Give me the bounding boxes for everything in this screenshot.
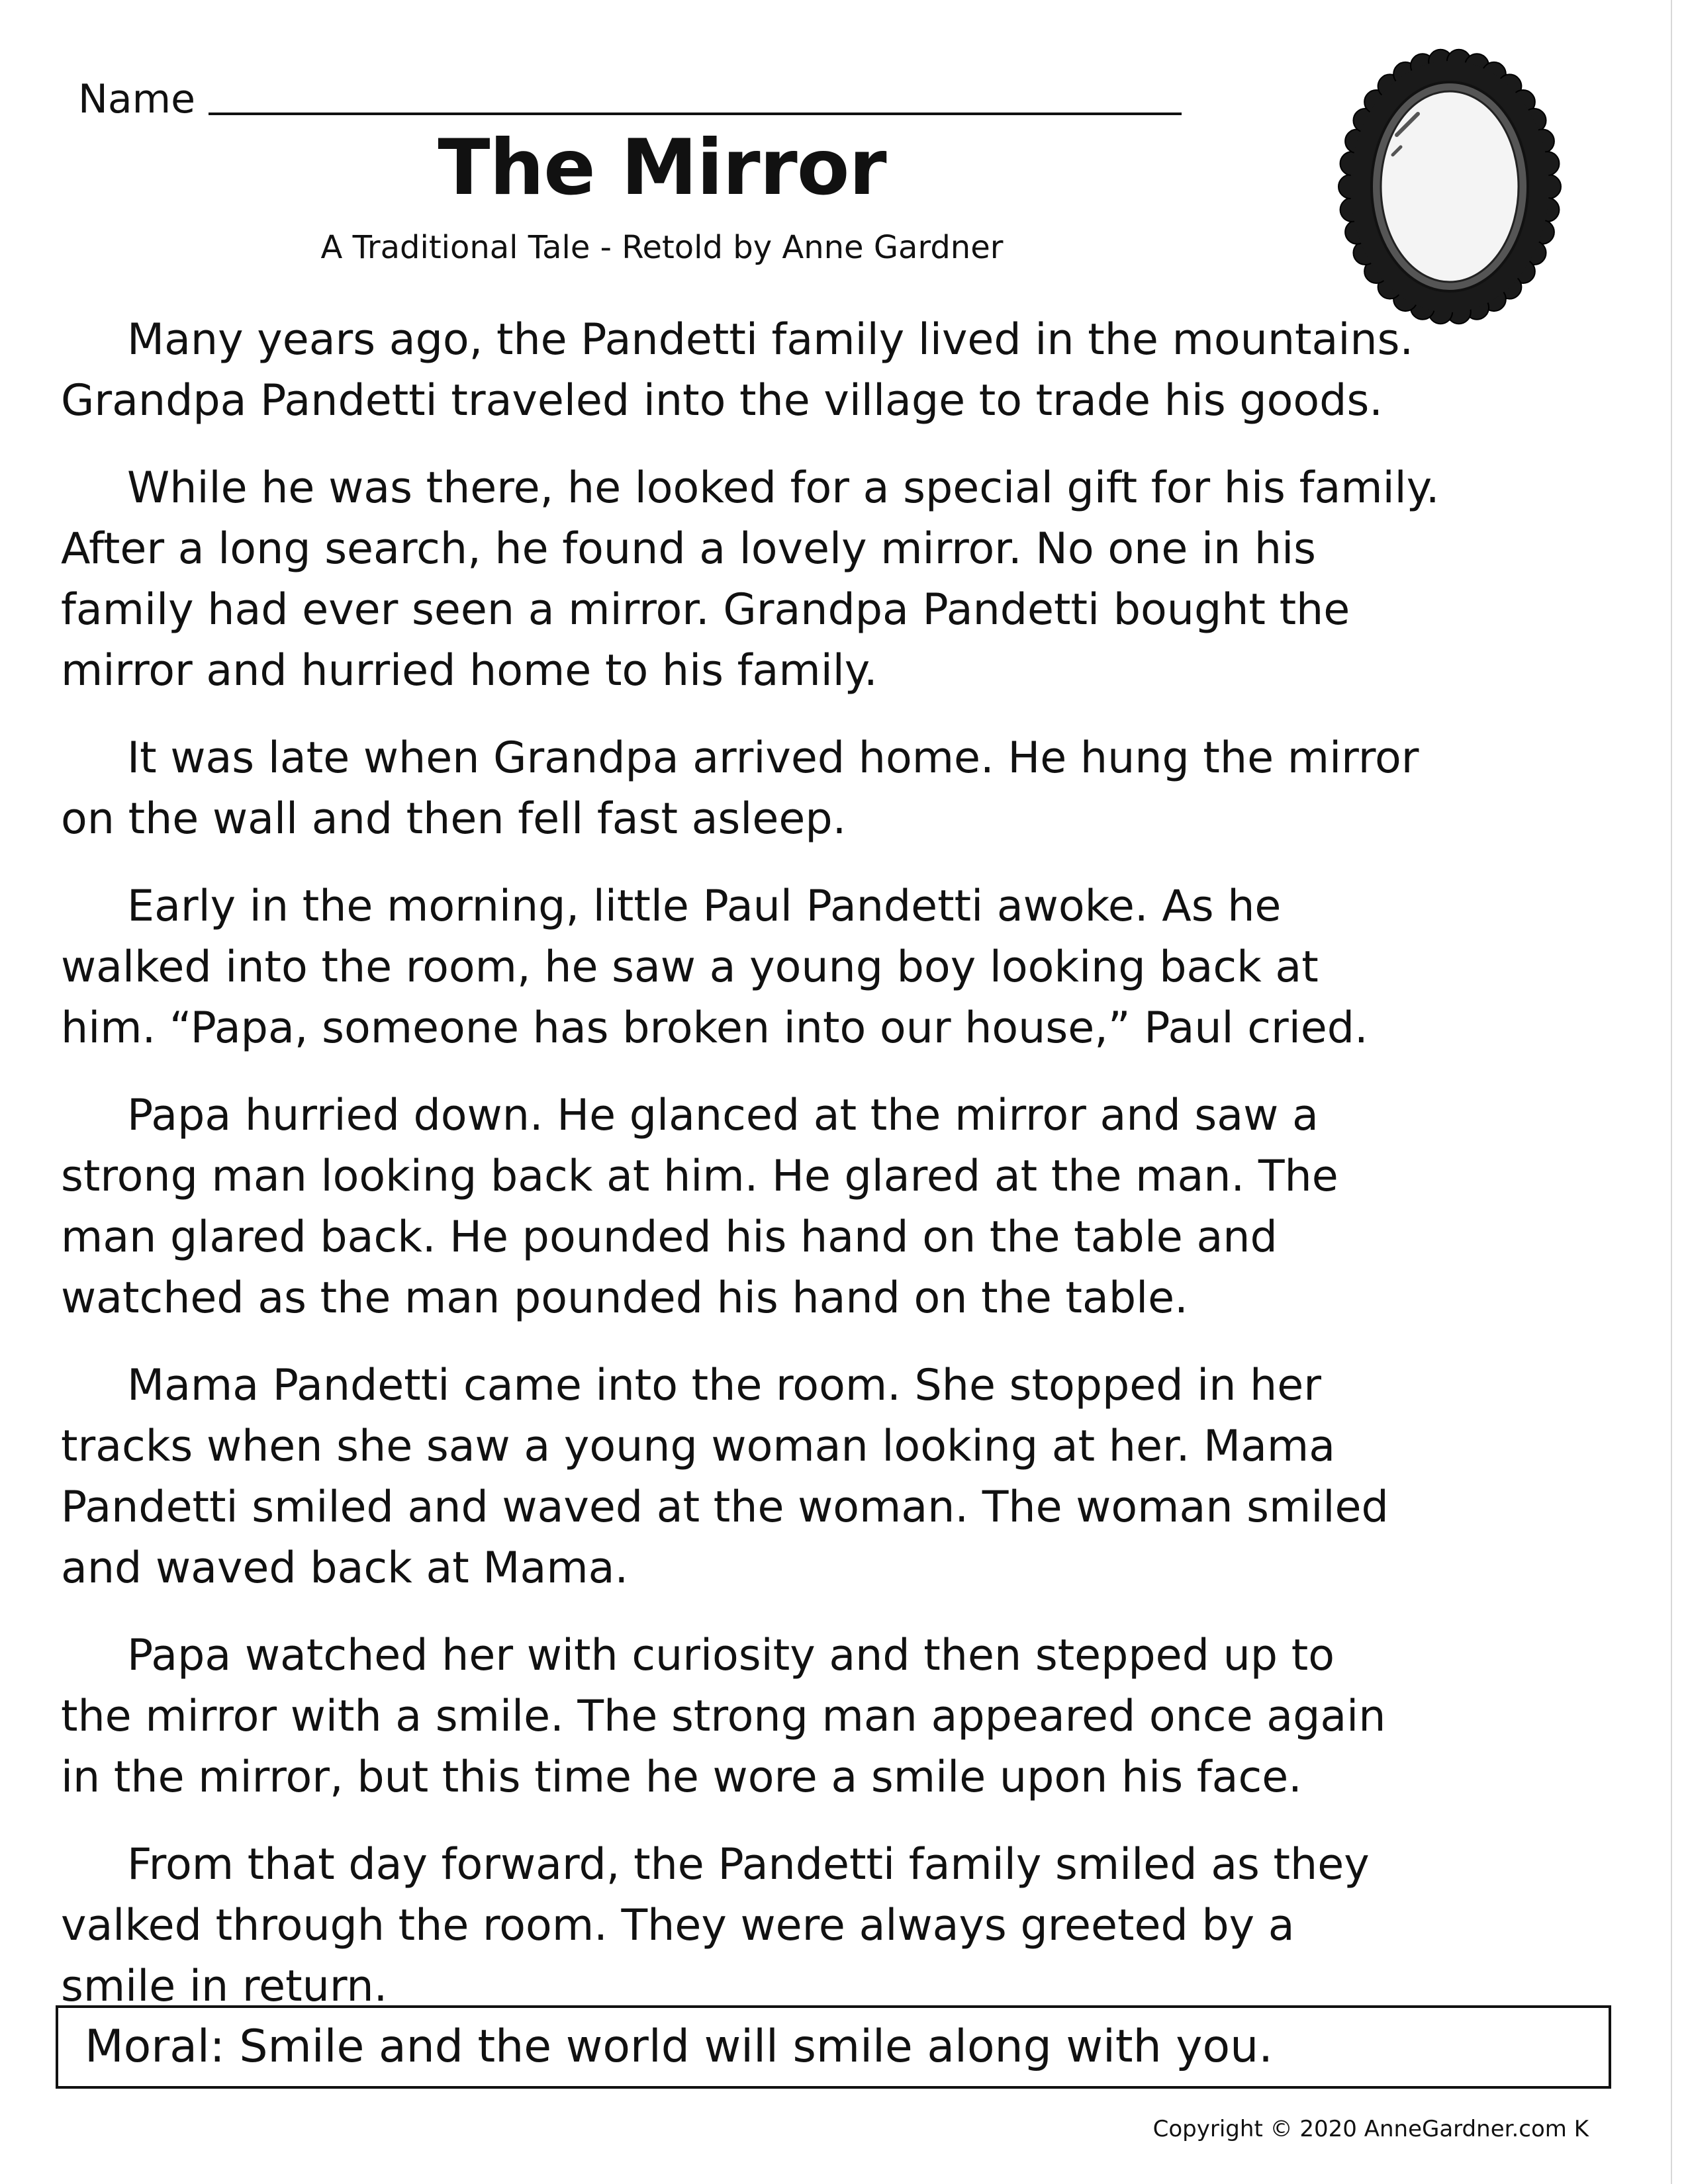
story-paragraph: Early in the morning, little Paul Pandetti awoke. As he walked into the room, he saw a young boy looking back at him. “Papa, someone has broken into our house,” Paul cried. <box>61 882 1368 1053</box>
mirror-glass <box>1381 91 1519 282</box>
page-subtitle: A Traditional Tale - Retold by Anne Gardner <box>320 229 1004 266</box>
story-paragraph: While he was there, he looked for a special gift for his family. After a long search, he found a lovely mirror. No one in his family had ever seen a mirror. Grandpa Pandetti bought the mirror and hurried home to his family. <box>61 463 1440 696</box>
page-title: The Mirror <box>438 123 886 212</box>
moral-text: Moral: Smile and the world will smile along with you. <box>85 2021 1273 2073</box>
story-paragraph: Mama Pandetti came into the room. She stopped in her tracks when she saw a young woman looking at her. Mama Pandetti smiled and waved at the woman. The woman smiled and waved back at Mama. <box>61 1361 1389 1593</box>
oval-mirror-icon <box>1331 48 1569 326</box>
story-paragraph: Papa watched her with curiosity and then stepped up to the mirror with a smile. The strong man appeared once again in the mirror, but this time he wore a smile upon his face. <box>61 1631 1386 1802</box>
story-paragraph: From that day forward, the Pandetti family smiled as they valked through the room. They were always greeted by a smile in return. <box>61 1840 1370 2011</box>
name-write-line[interactable] <box>209 113 1182 115</box>
story-paragraph: Papa hurried down. He glanced at the mirror and saw a strong man looking back at him. He glared at the man. The man glared back. He pounded his hand on the table and watched as the man pounded his hand on the table. <box>61 1091 1338 1323</box>
story-paragraph: Many years ago, the Pandetti family lived in the mountains. Grandpa Pandetti traveled into the village to trade his goods. <box>61 315 1414 426</box>
story-text <box>61 310 1650 2044</box>
copyright-footer: Copyright © 2020 AnneGardner.com K <box>1152 2116 1589 2142</box>
story-paragraph: It was late when Grandpa arrived home. He hung the mirror on the wall and then fell fast asleep. <box>61 733 1419 844</box>
name-label: Name <box>78 76 196 122</box>
moral-box <box>56 2005 1611 2089</box>
name-field-row <box>78 66 1182 122</box>
page-edge-line <box>1671 0 1672 2184</box>
